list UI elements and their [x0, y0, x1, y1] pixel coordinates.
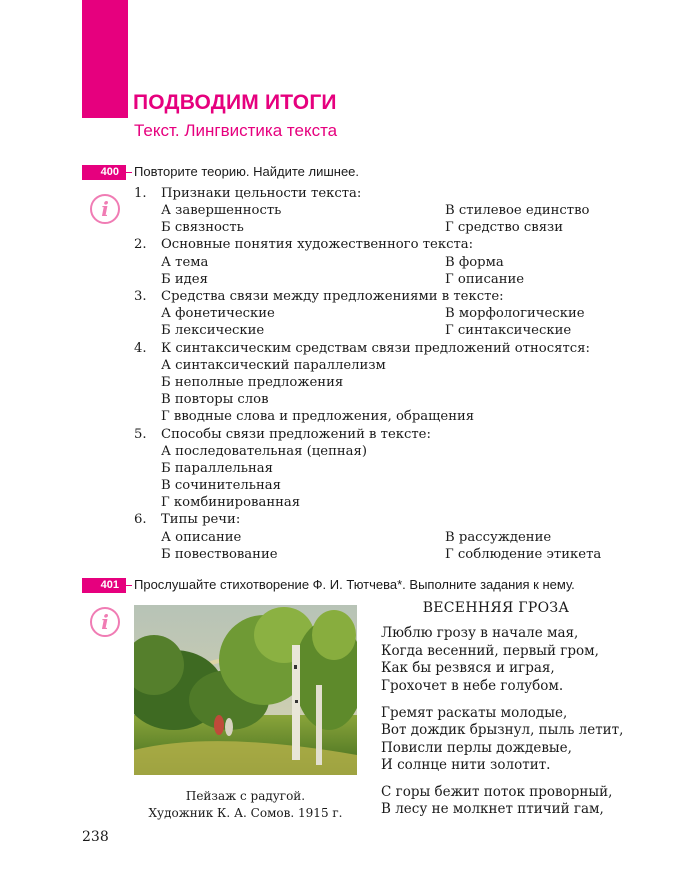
answer-option: Г вводные слова и предложения, обращения — [161, 409, 475, 424]
info-icon: i — [90, 194, 120, 224]
answer-option: А тема — [161, 255, 209, 270]
exercise-number-badge: 400 — [82, 165, 126, 180]
exercise-task: Прослушайте стихотворение Ф. И. Тютчева*. Выполните задания к нему. — [134, 577, 575, 592]
answer-option: А фонетические — [161, 306, 275, 321]
answer-option: В сочинительная — [161, 478, 281, 493]
answer-option: А завершенность — [161, 203, 282, 218]
page-subtitle: Текст. Лингвистика текста — [134, 121, 338, 140]
painting-caption-line: Художник К. А. Сомов. 1915 г. — [148, 806, 343, 820]
question-number: 2. — [134, 237, 147, 252]
info-icon: i — [90, 607, 120, 637]
header-color-bar — [82, 0, 128, 118]
exercise-rule — [126, 172, 132, 173]
painting-caption-line: Пейзаж с радугой. — [185, 789, 306, 803]
question-text: Способы связи предложений в тексте: — [161, 427, 431, 442]
question-text: К синтаксическим средствам связи предложений относятся: — [161, 341, 590, 356]
landscape-painting — [134, 605, 357, 775]
answer-option: Г синтаксические — [445, 323, 572, 338]
question-number: 4. — [134, 341, 147, 356]
answer-option: Б лексические — [161, 323, 265, 338]
answer-option: В рассуждение — [445, 530, 552, 545]
question-number: 1. — [134, 186, 147, 201]
question-text: Основные понятия художественного текста: — [161, 237, 474, 252]
answer-option: Г описание — [445, 272, 525, 287]
poem-line: Вот дождик брызнул, пыль летит, — [381, 722, 624, 738]
question-text: Средства связи между предложениями в тексте: — [161, 289, 504, 304]
poem-line: Повисли перлы дождевые, — [381, 740, 572, 756]
answer-option: Б связность — [161, 220, 244, 235]
answer-option: В морфологические — [445, 306, 585, 321]
question-number: 6. — [134, 512, 147, 527]
question-number: 3. — [134, 289, 147, 304]
poem-line: Грохочет в небе голубом. — [381, 678, 564, 694]
poem-title: ВЕСЕННЯЯ ГРОЗА — [422, 600, 570, 616]
answer-option: Б параллельная — [161, 461, 273, 476]
exercise-rule — [126, 585, 132, 586]
poem-line: Как бы резвяся и играя, — [381, 660, 555, 676]
answer-option: Г соблюдение этикета — [445, 547, 602, 562]
question-text: Типы речи: — [161, 512, 241, 527]
answer-option: В повторы слов — [161, 392, 269, 407]
question-number: 5. — [134, 427, 147, 442]
answer-option: Г комбинированная — [161, 495, 301, 510]
exercise-number-badge: 401 — [82, 578, 126, 593]
poem-line: Когда весенний, первый гром, — [381, 643, 599, 659]
answer-option: Б повествование — [161, 547, 278, 562]
answer-option: В форма — [445, 255, 504, 270]
poem-line: Гремят раскаты молодые, — [381, 705, 568, 721]
answer-option: Б идея — [161, 272, 208, 287]
poem-line: С горы бежит поток проворный, — [381, 784, 613, 800]
answer-option: А описание — [161, 530, 242, 545]
exercise-task: Повторите теорию. Найдите лишнее. — [134, 164, 360, 179]
answer-option: А синтаксический параллелизм — [161, 358, 386, 373]
answer-option: В стилевое единство — [445, 203, 590, 218]
poem-line: В лесу не молкнет птичий гам, — [381, 801, 604, 817]
answer-option: Г средство связи — [445, 220, 564, 235]
question-text: Признаки цельности текста: — [161, 186, 362, 201]
answer-option: Б неполные предложения — [161, 375, 344, 390]
page-number: 238 — [82, 829, 109, 845]
poem-line: И солнце нити золотит. — [381, 757, 551, 773]
poem-line: Люблю грозу в начале мая, — [381, 625, 579, 641]
page-title: ПОДВОДИМ ИТОГИ — [133, 91, 337, 114]
answer-option: А последовательная (цепная) — [161, 444, 367, 459]
